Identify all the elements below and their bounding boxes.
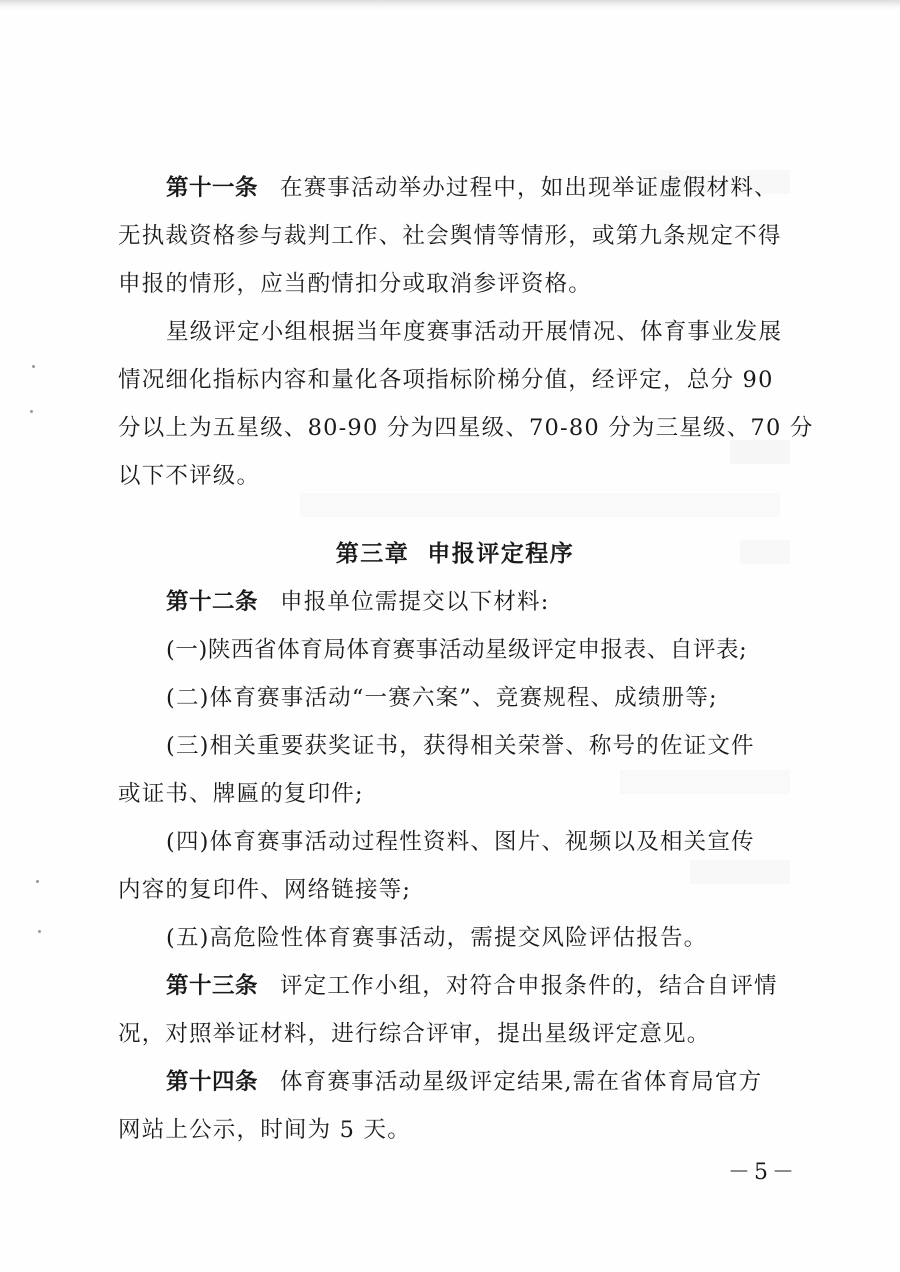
article-14-text-1: 体育赛事活动星级评定结果,需在省体育局官方 — [280, 1069, 763, 1095]
article-13-heading: 第十三条 — [166, 973, 259, 999]
article-14-line-1 — [166, 1066, 788, 1098]
article-12-item-5: (五)高危险性体育赛事活动，需提交风险评估报告。 — [166, 925, 708, 951]
show-through-mark — [300, 493, 780, 517]
scan-speck — [30, 410, 33, 413]
article-11-line-2: 无执裁资格参与裁判工作、社会舆情等情形，或第九条规定不得 — [118, 223, 782, 249]
article-12-heading: 第十二条 — [166, 589, 259, 615]
article-12-item-1: (一)陕西省体育局体育赛事活动星级评定申报表、自评表; — [166, 637, 748, 663]
article-14-line-2: 网站上公示，时间为 5 天。 — [118, 1117, 411, 1143]
chapter-heading — [0, 538, 900, 570]
article-12-item-3: (三)相关重要获奖证书，获得相关荣誉、称号的佐证文件 — [166, 733, 755, 759]
article-12-item-4: (四)体育赛事活动过程性资料、图片、视频以及相关宣传 — [166, 829, 755, 855]
article-12-intro: 申报单位需提交以下材料: — [280, 589, 550, 615]
article-11-para2-line-4: 以下不评级。 — [118, 463, 261, 489]
article-11-line-1 — [166, 172, 788, 204]
article-12-item-3-cont: 或证书、牌匾的复印件; — [118, 781, 364, 807]
scan-edge — [0, 0, 900, 10]
chapter-number: 第三章 — [335, 541, 410, 567]
article-13-line-1 — [166, 970, 788, 1002]
article-12-item-2: (二)体育赛事活动“一赛六案”、竞赛规程、成绩册等; — [166, 685, 718, 711]
article-11-heading: 第十一条 — [166, 175, 259, 201]
article-12-line-1 — [166, 586, 788, 618]
chapter-title: 申报评定程序 — [427, 541, 575, 567]
article-11-para2-line-2: 情况细化指标内容和量化各项指标阶梯分值，经评定，总分 90 — [118, 367, 774, 393]
article-11-line-3: 申报的情形，应当酌情扣分或取消参评资格。 — [118, 271, 593, 297]
scan-speck — [38, 930, 41, 933]
article-14-heading: 第十四条 — [166, 1069, 259, 1095]
article-13-text-1: 评定工作小组，对符合申报条件的，结合自评情 — [280, 973, 778, 999]
article-11-text-1: 在赛事活动举办过程中，如出现举证虚假材料、 — [280, 175, 778, 201]
scan-speck — [32, 365, 35, 368]
scan-speck — [36, 880, 39, 883]
article-13-line-2: 况，对照举证材料，进行综合评审，提出星级评定意见。 — [118, 1021, 711, 1047]
article-12-item-4-cont: 内容的复印件、网络链接等; — [118, 877, 412, 903]
page-number: －5－ — [728, 1160, 798, 1185]
article-11-para2-line-3: 分以上为五星级、80-90 分为四星级、70-80 分为三星级、70 分 — [118, 415, 814, 441]
article-11-para2-line-1: 星级评定小组根据当年度赛事活动开展情况、体育事业发展 — [166, 319, 783, 345]
